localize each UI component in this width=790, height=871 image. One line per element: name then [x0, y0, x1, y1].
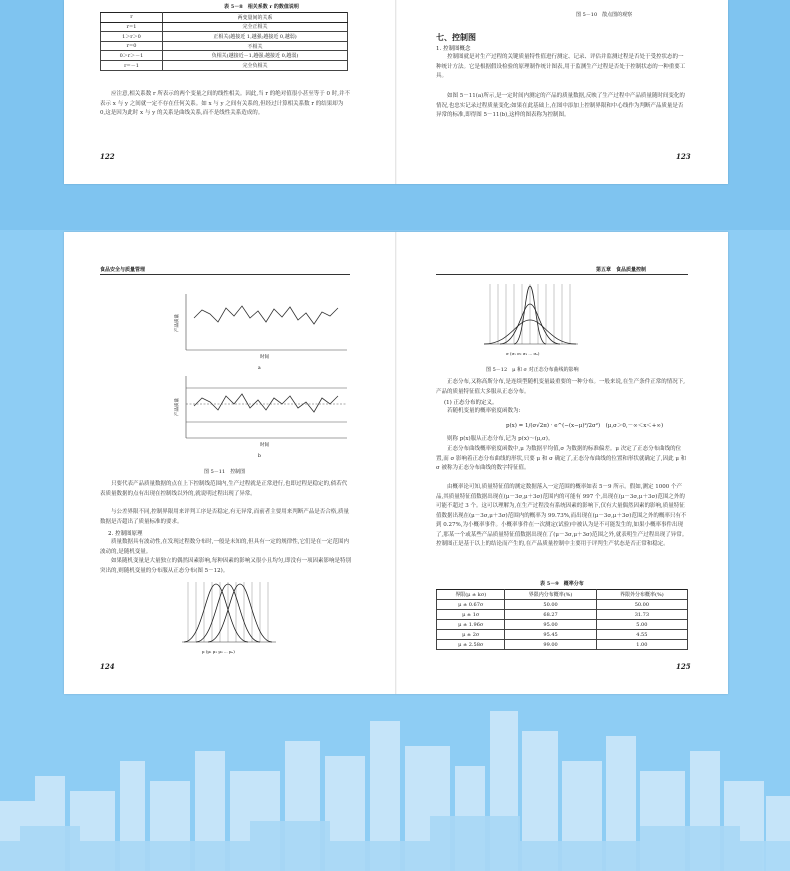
table-cell: 1＞r＞0 [101, 32, 163, 42]
table-cell: r=－1 [101, 60, 163, 70]
running-header: 第五章 食品质量控制 [596, 267, 647, 273]
subsection-title: 1. 控制图概念 [436, 46, 471, 52]
body-paragraph: 应注意,相关系数 r 所表示的两个变量之间的线性相关。因此,当 r 的绝对值很小甚至等于 0 时,并不表示 x 与 y 之间就一定不存在任何关系。如 x 与 y 之间有关系的,但经过计算相关系数 r 的结果却为 0,这是因为此时 x 与 y 的关系是曲线关系,而不是线性关系造成的。 [100, 91, 350, 116]
body-paragraph: 则称 p(x)服从正态分布,记为 p(x)～(μ,σ)。 [447, 436, 554, 442]
table-cell: 95.00 [505, 620, 596, 630]
page-124 [64, 232, 396, 694]
table-header-cell: 界限外分布概率(%) [596, 590, 687, 600]
page-123 [396, 0, 728, 184]
y-axis-label: 产品质量 [175, 314, 180, 332]
table-row [437, 630, 688, 640]
table-cell: 不相关 [163, 41, 348, 51]
table-cell: μ ± 1σ [437, 610, 505, 620]
x-axis-label: σ (σ₁ σ₂ σ₃ ... σₙ) [506, 351, 540, 356]
body-paragraph: 与公差界限不同,控制界限用来评判工序是否稳定,有无异常,而前者主要用来判断产品是否合格,质量数据是否超出了质量标准的要求。 [100, 509, 349, 525]
x-axis-label: 时间 [260, 443, 269, 448]
table-5-8 [100, 12, 348, 71]
table-row [437, 600, 688, 610]
control-chart-a [172, 292, 352, 372]
table-cell: μ ± 2σ [437, 630, 505, 640]
page-number: 123 [676, 152, 691, 161]
page-number: 124 [100, 662, 115, 671]
chart-tag: a [258, 366, 261, 371]
table-row [437, 610, 688, 620]
table-row [101, 60, 348, 70]
body-paragraph: 正态分布,又称高斯分布,是连续型随机变量最重要的一种分布。一般来说,在生产条件正常的情况下,产品的质量特征值大多服从正态分布。 [436, 379, 685, 395]
y-axis-label: 产品质量 [175, 398, 180, 416]
grid-lines [188, 582, 268, 642]
table-cell: 5.00 [596, 620, 687, 630]
body-paragraph: 如图 5－11(a)所示,是一定时间内测定的产品的质量数据,反映了生产过程中产品质量随时间变化的情况,也忠实记录过程质量变化;如果在此基础上,在图中添加上控制界限和中心线作为判断产品质量是否异常的标准,即得图 5－11(b),这样的图表称为控制图。 [436, 93, 685, 118]
table-row [101, 41, 348, 51]
table-row [437, 640, 688, 650]
page-122 [64, 0, 396, 184]
table-cell: 95.45 [505, 630, 596, 640]
table-cell: μ ± 2.58σ [437, 640, 505, 650]
table-cell: 正相关(越接近 1,越强;越接近 0,越弱) [163, 32, 348, 42]
curve-mu-3 [208, 584, 272, 642]
table-header-cell: 界限内分布概率(%) [505, 590, 596, 600]
running-header: 食品安全与质量管理 [100, 267, 146, 273]
table-cell: r=0 [101, 41, 163, 51]
figure-5-12-caption: 图 5－12 μ 和 σ 对正态分布曲线的影响 [486, 367, 579, 373]
table-cell: 99.00 [505, 640, 596, 650]
table-row [437, 620, 688, 630]
section-title: 七、控制图 [436, 32, 476, 42]
body-paragraph: 质量数据具有波动性,在发现过程数分布时,一般是未知的,但具有一定的规律性,它们是在一定范围内波动的,是随机变量。 [100, 539, 349, 555]
grid-lines [490, 284, 570, 344]
body-paragraph: 控制图就是对生产过程的关键质量特性值进行测定、记录、评估并监测过程是否处于受控状态的一种统计方法。它是根据假设检验的原理制作统计图表,用于监测生产过程是否处于控制状态的一种重要工具。 [436, 54, 686, 79]
figure-5-10-caption: 图 5－10 散点图的观察 [576, 12, 633, 18]
table-cell: μ ± 0.67σ [437, 600, 505, 610]
control-chart-b [172, 374, 352, 464]
normal-pdf-formula: p(x) = 1/(σ√2π) · e^(−(x−μ)²/2σ²) (μ,σ＞0,－∞＜x＜+∞) [506, 423, 664, 429]
curve-mu-1 [184, 584, 248, 642]
body-paragraph: 由概率论可知,质量特征值的测定数据落入一定范围的概率如表 5－9 所示。假如,测定 1000 个产品,其质量特征值数据出现在(μ－3σ,μ＋3σ)范围内的可能有 997 个,出现在(μ－3σ,μ＋3σ)范围之外的可能不超过 3 个。这可以理解为,在生产过程没有系统因素的影响下,仅有大量偶然因素的影响,质量特征值数据出现在(μ－3σ,μ＋3σ)范围内的概率为 99.73%,而出现在(μ－3σ,μ＋3σ)范围之外的概率只有不到 0.27%,为小概率事件。小概率事件在一次测定(试验)中被认为是不可能发生的,如果小概率事件出现了,那某一个或某些产品质量特征值数据出现在了(μ－3σ,μ＋3σ)范围之外,就表明生产过程出现了异常。控制图正是基于以上的结论而产生的,在产品质量控制中主要用于评判生产状态是否正常和稳定。 [436, 484, 688, 547]
page-number: 122 [100, 152, 115, 161]
table-cell: 负相关(越接近－1,越强;越接近 0,越弱) [163, 51, 348, 61]
table-cell: 50.00 [505, 600, 596, 610]
table-cell: 4.55 [596, 630, 687, 640]
subsection-title: (1) 正态分布的定义。 [444, 400, 498, 406]
chart-tag: b [258, 454, 261, 459]
body-paragraph: 只要代表产品质量数据的点在上下控制线范围内,生产过程就是正常进行,也即过程是稳定的,倘若代表质量数据的点有出现在控制线以外的,就说明过程出现了异常。 [100, 481, 348, 497]
table-header-cell: 两变量间的关系 [163, 13, 348, 23]
body-paragraph: 正态分布曲线概率密度函数中,μ 为数据平均值,σ 为数据的标准偏差。μ 决定了正态分布曲线的位置,而 σ 影响着正态分布曲线的形状,只要 μ 和 σ 确定了,正态分布曲线的位置和形状就确定了,因此 μ 和 σ 被称为正态分布曲线的数字特征值。 [436, 446, 687, 471]
header-rule [436, 274, 688, 275]
table-header-cell: 界限(μ ± kσ) [437, 590, 505, 600]
table-header-cell: r [101, 13, 163, 23]
page-number: 125 [676, 662, 691, 671]
table-row [101, 22, 348, 32]
table-cell: 50.00 [596, 600, 687, 610]
table-cell: 0＞r＞－1 [101, 51, 163, 61]
data-series-line [194, 394, 338, 412]
normal-distribution-mu-figure [174, 580, 284, 660]
table-5-8-caption: 表 5－8 相关系数 r 的数值说明 [224, 4, 299, 10]
table-row [101, 32, 348, 42]
x-axis-label: μ (μ₁ μ₂ μ₃ ... μₙ) [202, 649, 235, 654]
body-paragraph: 若随机变量的概率密度函数为: [447, 408, 521, 414]
body-paragraph: 如果随机变量是大量独立的偶然因素影响,每种因素的影响又很小且均匀,即没有一项因素影响是特别突出的,则随机变量的分布服从正态分布(图 5－12)。 [100, 558, 351, 574]
figure-5-11-caption: 图 5－11 控制图 [204, 469, 246, 475]
table-5-9-caption: 表 5－9 概率分布 [540, 581, 584, 587]
x-axis-label: 时间 [260, 355, 269, 360]
book-spread-top [64, 0, 728, 184]
table-cell: 完全负相关 [163, 60, 348, 70]
table-cell: 1.00 [596, 640, 687, 650]
table-cell: 31.73 [596, 610, 687, 620]
table-5-9 [436, 589, 688, 650]
table-cell: 完全正相关 [163, 22, 348, 32]
book-spread-bottom [64, 232, 728, 694]
table-cell: 68.27 [505, 610, 596, 620]
table-row [101, 51, 348, 61]
header-rule [100, 274, 350, 275]
table-cell: μ ± 1.96σ [437, 620, 505, 630]
data-series-line [194, 306, 338, 324]
subsection-title: 2. 控制图原理 [108, 531, 143, 537]
city-skyline-decoration [0, 681, 790, 871]
normal-distribution-sigma-figure [476, 282, 586, 362]
table-cell: r=1 [101, 22, 163, 32]
